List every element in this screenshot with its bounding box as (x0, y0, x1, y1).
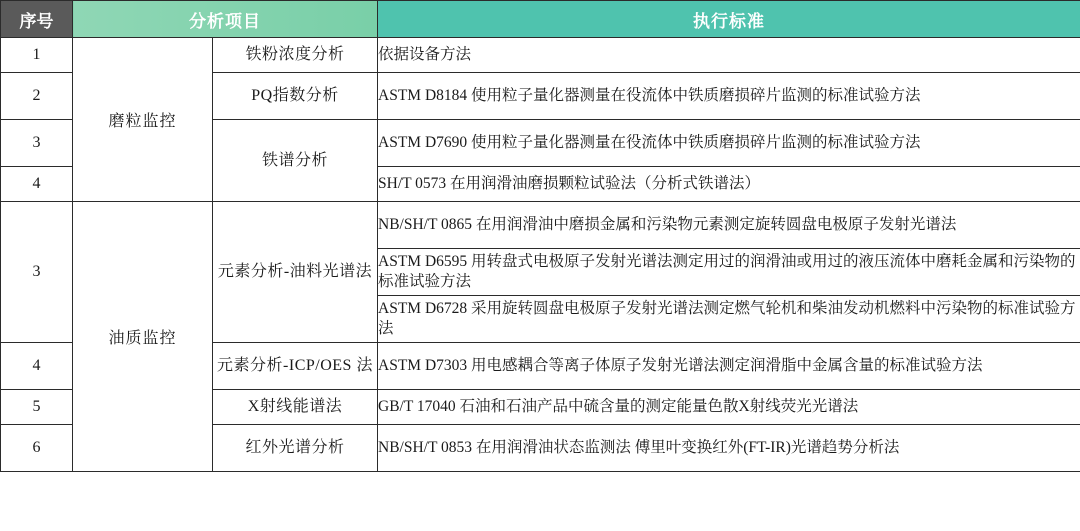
analysis-item: 红外光谱分析 (213, 425, 378, 472)
analysis-item: 铁谱分析 (213, 120, 378, 202)
table-row (1, 202, 1080, 249)
row-number: 6 (1, 425, 73, 472)
standard-text: NB/SH/T 0865 在用润滑油中磨损金属和污染物元素测定旋转圆盘电极原子发射光谱法 (378, 202, 1080, 249)
group-label-abrasive: 磨粒监控 (73, 38, 213, 202)
row-number: 2 (1, 73, 73, 120)
standard-text: SH/T 0573 在用润滑油磨损颗粒试验法（分析式铁谱法） (378, 167, 1080, 202)
standard-text: ASTM D8184 使用粒子量化器测量在役流体中铁质磨损碎片监测的标准试验方法 (378, 73, 1080, 120)
standard-text: 依据设备方法 (378, 38, 1080, 73)
row-number: 1 (1, 38, 73, 73)
table-header-row (1, 1, 1080, 38)
analysis-item: X射线能谱法 (213, 390, 378, 425)
column-header-number: 序号 (1, 1, 73, 38)
row-number: 3 (1, 202, 73, 343)
standard-text: GB/T 17040 石油和石油产品中硫含量的测定能量色散X射线荧光光谱法 (378, 390, 1080, 425)
analysis-item: 元素分析-油料光谱法 (213, 202, 378, 343)
standard-text: ASTM D6728 采用旋转圆盘电极原子发射光谱法测定燃气轮机和柴油发动机燃料中污染物的标准试验方法 (378, 296, 1080, 343)
standard-text: NB/SH/T 0853 在用润滑油状态监测法 傅里叶变换红外(FT-IR)光谱趋势分析法 (378, 425, 1080, 472)
analysis-item: 铁粉浓度分析 (213, 38, 378, 73)
group-label-oil-quality: 油质监控 (73, 202, 213, 472)
row-number: 4 (1, 167, 73, 202)
analysis-item: 元素分析-ICP/OES 法 (213, 343, 378, 390)
row-number: 4 (1, 343, 73, 390)
row-number: 5 (1, 390, 73, 425)
column-header-analysis-item: 分析项目 (73, 1, 378, 38)
analysis-item: PQ指数分析 (213, 73, 378, 120)
column-header-standard: 执行标准 (378, 1, 1080, 38)
table-row (1, 38, 1080, 73)
row-number: 3 (1, 120, 73, 167)
standard-text: ASTM D7690 使用粒子量化器测量在役流体中铁质磨损碎片监测的标准试验方法 (378, 120, 1080, 167)
standard-text: ASTM D7303 用电感耦合等离子体原子发射光谱法测定润滑脂中金属含量的标准试验方法 (378, 343, 1080, 390)
standard-text: ASTM D6595 用转盘式电极原子发射光谱法测定用过的润滑油或用过的液压流体中磨耗金属和污染物的标准试验方法 (378, 249, 1080, 296)
